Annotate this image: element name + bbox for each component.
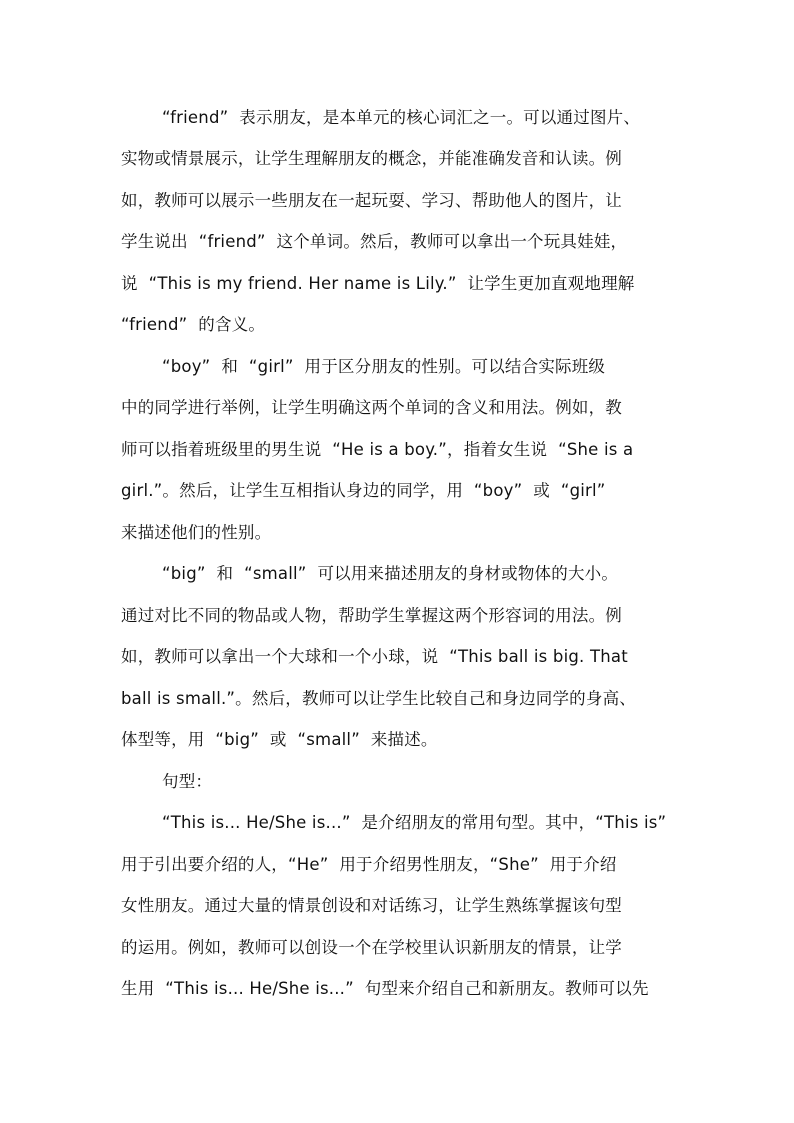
text-line: 实物或情景展示，让学生理解朋友的概念，并能准确发音和认读。例 xyxy=(121,149,622,168)
text-line: 学生说出 “friend” 这个单词。然后，教师可以拿出一个玩具娃娃， xyxy=(121,232,628,251)
section-heading: 句型： xyxy=(162,772,213,791)
text-line: “boy” 和 “girl” 用于区分朋友的性别。可以结合实际班级 xyxy=(162,357,606,376)
text-line: “big” 和 “small” 可以用来描述朋友的身材或物体的大小。 xyxy=(162,564,619,583)
text-line: “This is... He/She is...” 是介绍朋友的常用句型。其中，“This is” xyxy=(162,813,667,832)
text-line: 说 “This is my friend. Her name is Lily.” 让学生更加直观地理解 xyxy=(121,274,635,293)
text-line: 如，教师可以展示一些朋友在一起玩耍、学习、帮助他人的图片，让 xyxy=(121,191,622,210)
text-line: 来描述他们的性别。 xyxy=(121,523,272,542)
text-line: 如，教师可以拿出一个大球和一个小球，说 “This ball is big. That xyxy=(121,647,628,666)
text-line: ball is small.”。然后，教师可以让学生比较自己和身边同学的身高、 xyxy=(121,689,636,708)
text-line: girl.”。然后，让学生互相指认身边的同学，用 “boy” 或 “girl” xyxy=(121,481,606,500)
text-line: “friend” 表示朋友，是本单元的核心词汇之一。可以通过图片、 xyxy=(162,108,641,127)
text-line: 生用 “This is... He/She is...” 句型来介绍自己和新朋友。教师可以先 xyxy=(121,979,649,998)
text-line: 体型等，用 “big” 或 “small” 来描述。 xyxy=(121,730,438,749)
text-line: 师可以指着班级里的男生说 “He is a boy.”，指着女生说 “She is a xyxy=(121,440,634,459)
text-line: “friend” 的含义。 xyxy=(121,315,266,334)
text-line: 用于引出要介绍的人，“He” 用于介绍男性朋友，“She” 用于介绍 xyxy=(121,855,617,874)
text-line: 女性朋友。通过大量的情景创设和对话练习，让学生熟练掌握该句型 xyxy=(121,896,622,915)
text-line: 的运用。例如，教师可以创设一个在学校里认识新朋友的情景，让学 xyxy=(121,938,622,957)
text-line: 通过对比不同的物品或人物，帮助学生掌握这两个形容词的用法。例 xyxy=(121,606,622,625)
text-line: 中的同学进行举例，让学生明确这两个单词的含义和用法。例如，教 xyxy=(121,398,622,417)
